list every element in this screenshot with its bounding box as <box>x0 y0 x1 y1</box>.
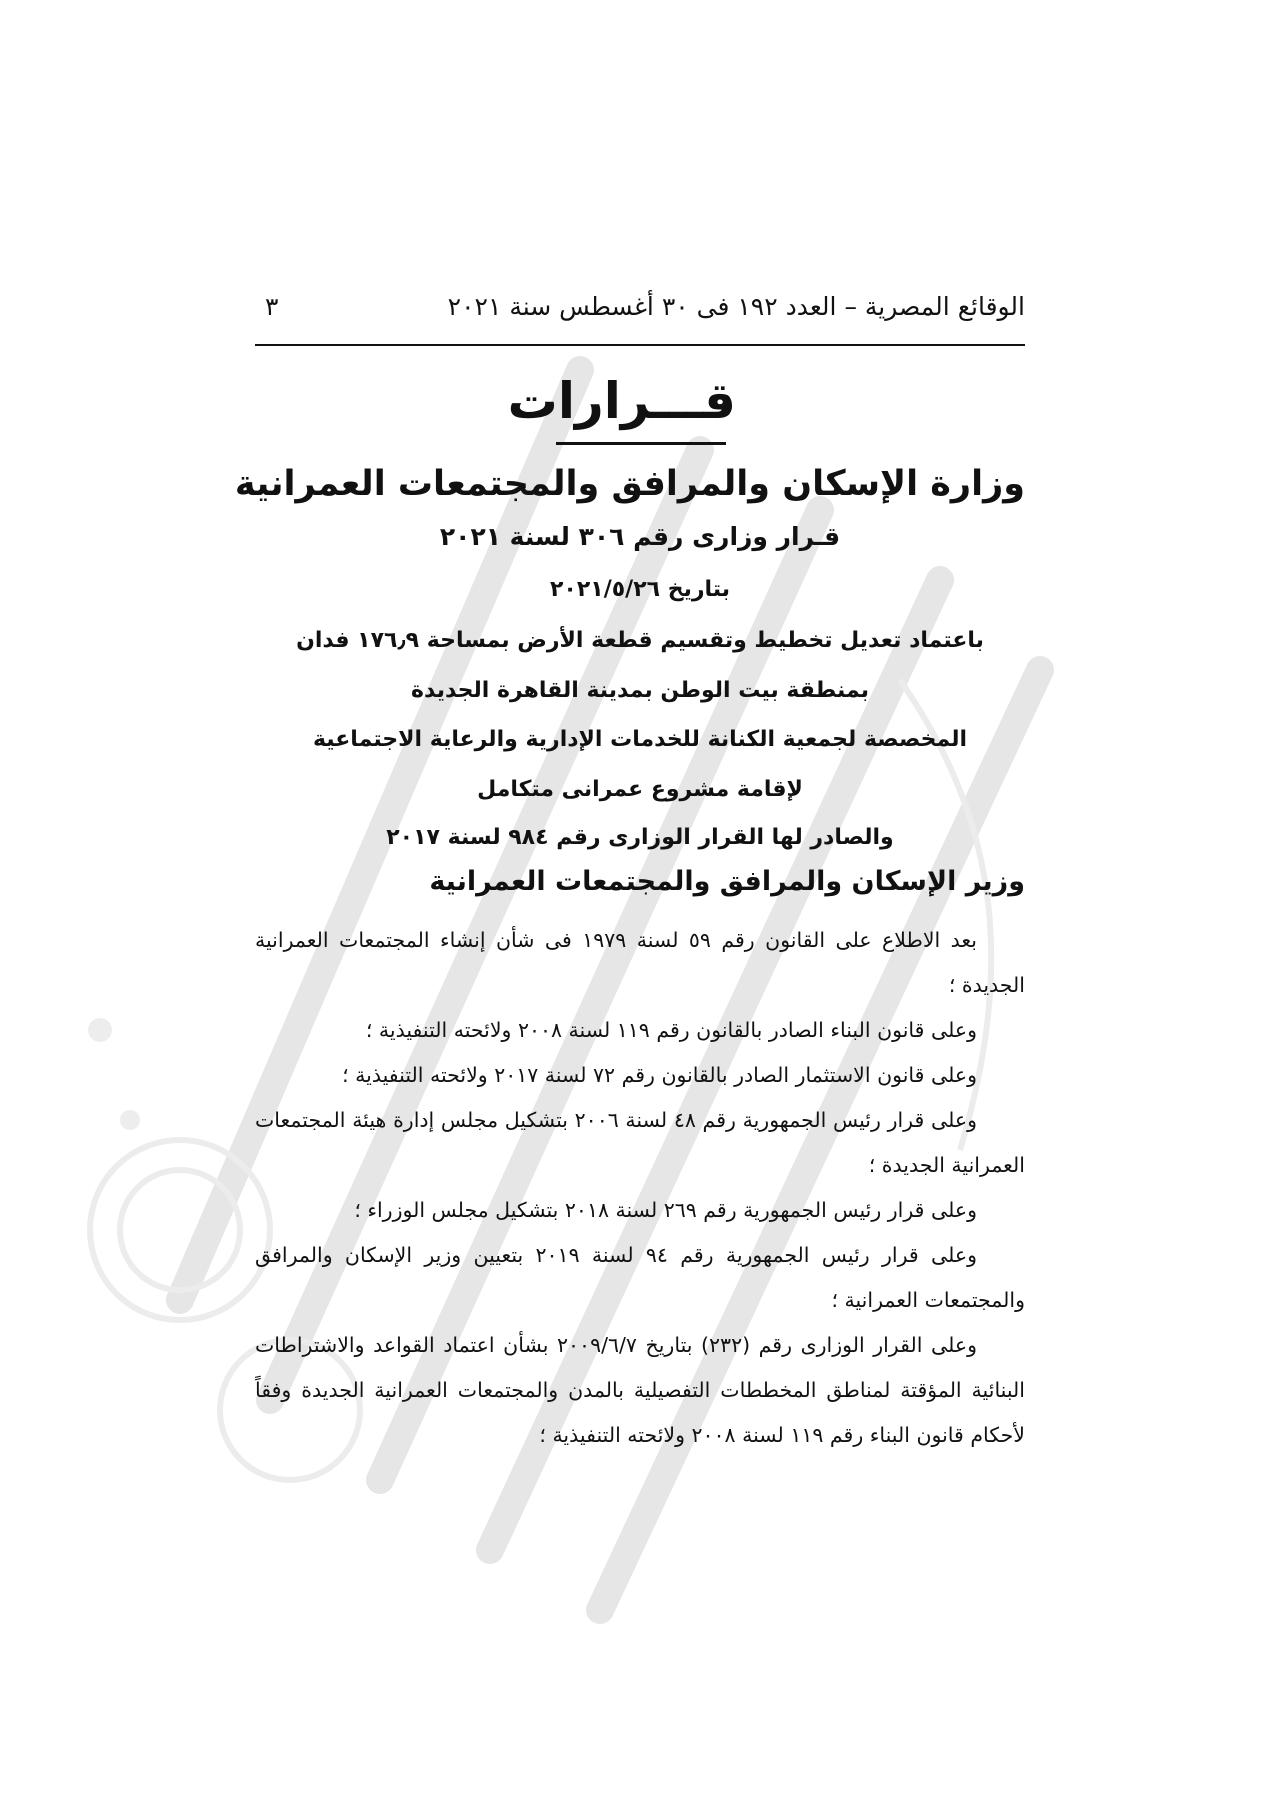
page-number: ٣ <box>265 292 279 321</box>
decree-subject-line: والصادر لها القرار الوزارى رقم ٩٨٤ لسنة ٢٠١٧ <box>386 825 894 850</box>
decree-subject-line: باعتماد تعديل تخطيط وتقسيم قطعة الأرض بمساحة ١٧٦٫٩ فدان <box>296 628 984 653</box>
preamble-paragraph: بعد الاطلاع على القانون رقم ٥٩ لسنة ١٩٧٩ فى شأن إنشاء المجتمعات العمرانية الجديدة ؛ <box>255 928 1025 997</box>
decree-subject-line: بمنطقة بيت الوطن بمدينة القاهرة الجديدة <box>411 678 869 703</box>
preamble-body <box>255 918 1025 1458</box>
preamble-paragraph: وعلى قرار رئيس الجمهورية رقم ٤٨ لسنة ٢٠٠٦ بتشكيل مجلس إدارة هيئة المجتمعات العمرانية الجديدة ؛ <box>255 1108 1025 1177</box>
minister-heading: وزير الإسكان والمرافق والمجتمعات العمرانية <box>429 866 1025 897</box>
preamble-paragraph: وعلى قانون الاستثمار الصادر بالقانون رقم ٧٢ لسنة ٢٠١٧ ولائحته التنفيذية ؛ <box>342 1063 977 1087</box>
gazette-header-title: الوقائع المصرية – العدد ١٩٢ فى ٣٠ أغسطس سنة ٢٠٢١ <box>447 292 1025 321</box>
preamble-paragraph: وعلى قرار رئيس الجمهورية رقم ٩٤ لسنة ٢٠١٩ بتعيين وزير الإسكان والمرافق والمجتمعات العمرانية ؛ <box>255 1243 1025 1312</box>
preamble-paragraph: وعلى قانون البناء الصادر بالقانون رقم ١١٩ لسنة ٢٠٠٨ ولائحته التنفيذية ؛ <box>365 1018 977 1042</box>
decree-subject-line: لإقامة مشروع عمرانى متكامل <box>477 777 803 802</box>
decree-subject-line: المخصصة لجمعية الكنانة للخدمات الإدارية والرعاية الاجتماعية <box>312 727 968 752</box>
page-header <box>255 292 1025 328</box>
preamble-paragraph: وعلى قرار رئيس الجمهورية رقم ٢٦٩ لسنة ٢٠١٨ بتشكيل مجلس الوزراء ؛ <box>354 1198 977 1222</box>
preamble-paragraph: وعلى القرار الوزارى رقم (٢٣٢) بتاريخ ٢٠٠٩/٦/٧ بشأن اعتماد القواعد والاشتراطات البنائية المؤقتة لمناطق المخططات التفصيلية بالمدن والمجتمعات العمرانية الجديدة وفقاً لأحكام قانون البناء رقم ١١٩ لسنة ٢٠٠٨ ولائحته التنفيذية ؛ <box>255 1333 1025 1447</box>
ministry-name: وزارة الإسكان والمرافق والمجتمعات العمرانية <box>234 464 1025 504</box>
header-divider <box>255 344 1025 346</box>
section-title: قـــرارات <box>507 372 736 430</box>
section-title-underline <box>556 442 726 445</box>
decree-date: بتاريخ ٢٠٢١/٥/٢٦ <box>549 577 731 602</box>
decree-number: قـرار وزارى رقم ٣٠٦ لسنة ٢٠٢١ <box>439 522 841 551</box>
